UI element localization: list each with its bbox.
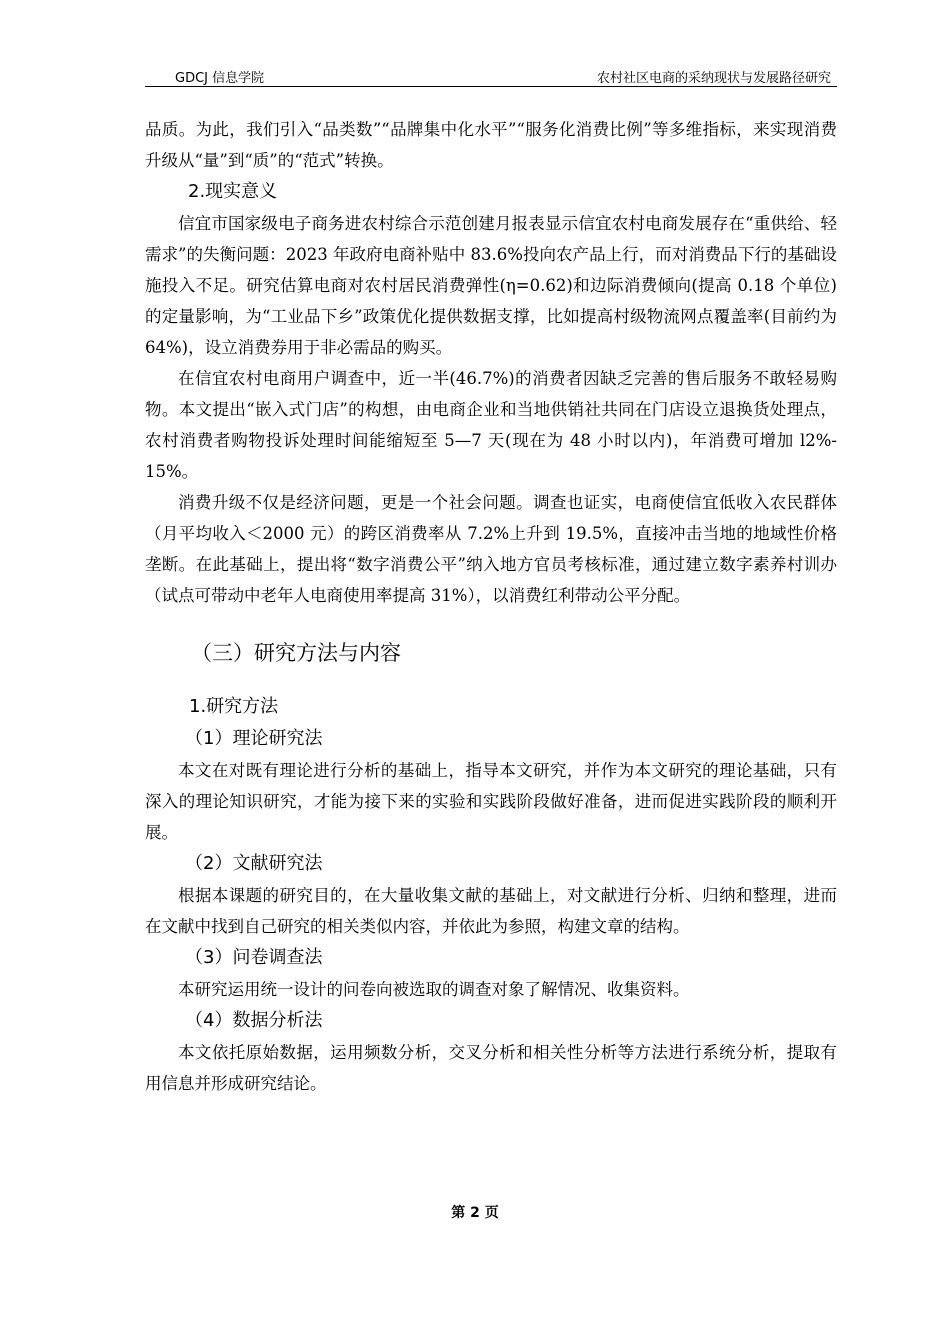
header-institution: GDCJ 信息学院 — [175, 71, 265, 86]
heading-practical-significance: 2.现实意义 — [188, 181, 278, 202]
heading-method-theory: （1）理论研究法 — [185, 728, 323, 749]
heading-method-questionnaire: （3）问卷调查法 — [185, 947, 323, 968]
page-body — [145, 114, 837, 1099]
heading-section-methods-content: （三）研究方法与内容 — [191, 641, 401, 665]
paragraph-practical-2: 在信宜农村电商用户调查中，近一半(46.7%)的消费者因缺乏完善的售后服务不敢轻易购物。本文提出“嵌入式门店”的构想，由电商企业和当地供销社共同在门店设立退换货处理点，农村消费者购物投诉处理时间能缩短至 5—7 天(现在为 48 小时以内)，年消费可增加 l2%- 15%。 — [145, 369, 837, 481]
paragraph-practical-3: 消费升级不仅是经济问题，更是一个社会问题。调查也证实，电商使信宜低收入农民群体（月平均收入＜2000 元）的跨区消费率从 7.2%上升到 19.5%，直接冲击当地的地域性价格垄断。在此基础上，提出将“数字消费公平”纳入地方官员考核标准，通过建立数字素养村训办（试点可带动中老年人电商使用率提高 31%），以消费红利带动公平分配。 — [145, 493, 837, 605]
paragraph-practical-1: 信宜市国家级电子商务进农村综合示范创建月报表显示信宜农村电商发展存在“重供给、轻需求”的失衡问题：2023 年政府电商补贴中 83.6%投向农产品上行，而对消费品下行的基础设施投入不足。研究估算电商对农村居民消费弹性(η=0.62)和边际消费倾向(提高 0.18 个单位)的定量影响，为“工业品下乡”政策优化提供数据支撑，比如提高村级物流网点覆盖率(目前约为 64%)，设立消费券用于非必需品的购买。 — [145, 214, 837, 357]
paragraph-method-data-analysis: 本文依托原始数据，运用频数分析，交叉分析和相关性分析等方法进行系统分析，提取有用信息并形成研究结论。 — [145, 1043, 837, 1093]
page-header — [145, 66, 837, 87]
header-paper-title: 农村社区电商的采纳现状与发展路径研究 — [596, 71, 831, 86]
paragraph-continuation: 品质。为此，我们引入“品类数”“品牌集中化水平”“服务化消费比例”等多维指标，来实现消费升级从“量”到“质”的“范式”转换。 — [145, 120, 837, 170]
heading-method-literature: （2）文献研究法 — [185, 853, 323, 874]
paragraph-method-theory: 本文在对既有理论进行分析的基础上，指导本文研究，并作为本文研究的理论基础，只有深入的理论知识研究，才能为接下来的实验和实践阶段做好准备，进而促进实践阶段的顺利开展。 — [145, 761, 837, 842]
paragraph-method-literature: 根据本课题的研究目的，在大量收集文献的基础上，对文献进行分析、归纳和整理，进而在文献中找到自己研究的相关类似内容，并依此为参照，构建文章的结构。 — [145, 886, 837, 936]
paragraph-method-questionnaire: 本研究运用统一设计的问卷向被选取的调查对象了解情况、收集资料。 — [178, 980, 690, 999]
heading-research-methods: 1.研究方法 — [189, 696, 279, 717]
heading-method-data-analysis: （4）数据分析法 — [185, 1010, 323, 1031]
page-number: 第 2 页 — [451, 1205, 499, 1221]
